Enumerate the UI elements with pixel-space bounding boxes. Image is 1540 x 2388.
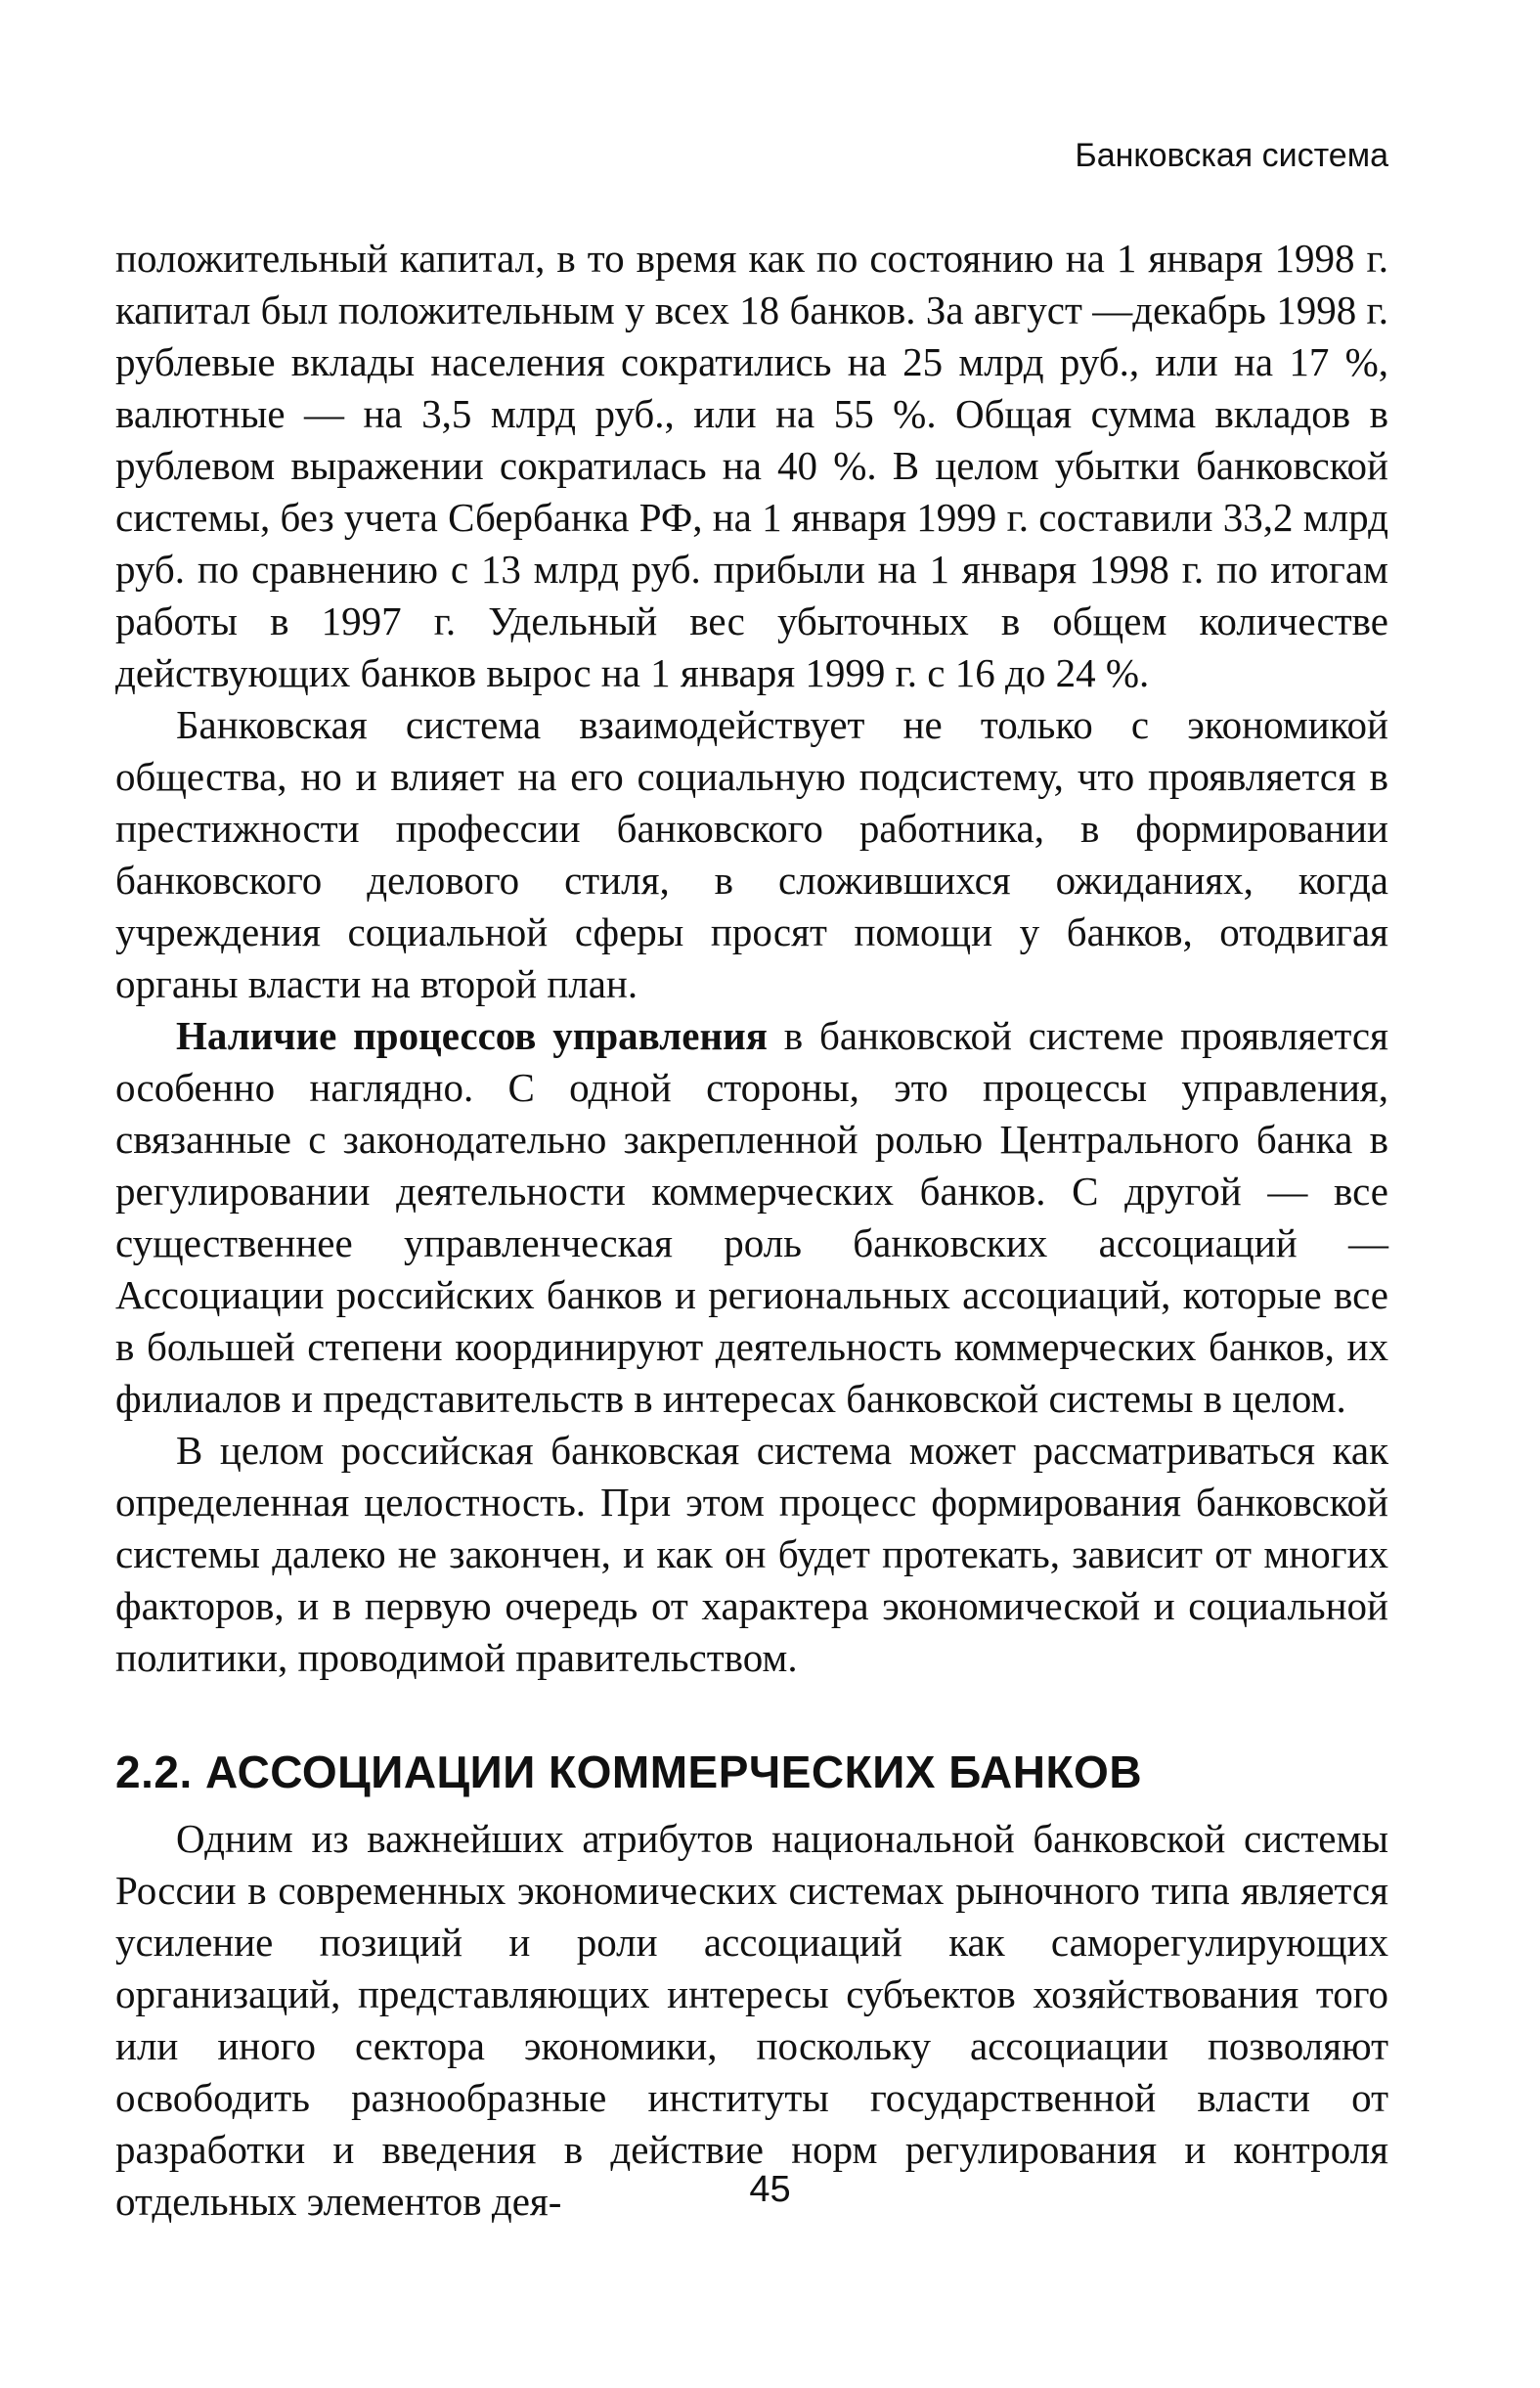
paragraph-statistics: положительный капитал, в то время как по состоянию на 1 января 1998 г. капитал был положительным у всех 18 банков. За август —декабрь 1998 г. рублевые вклады населения сократились на 25 млрд руб., или на 17 %, валютные — на 3,5 млрд руб., или на 55 %. Общая сумма вкладов в рублевом выражении сократилась на 40 %. В целом убытки банковской системы, без учета Сбербанка РФ, на 1 января 1999 г. составили 33,2 млрд руб. по сравнению с 13 млрд руб. прибыли на 1 января 1998 г. по итогам работы в 1997 г. Удельный вес убыточных в общем количестве действующих банков вырос на 1 января 1999 г. с 16 до 24 %.	[115, 236, 1388, 695]
section-heading: 2.2. АССОЦИАЦИИ КОММЕРЧЕСКИХ БАНКОВ	[115, 1747, 1143, 1797]
paragraph-conclusion: В целом российская банковская система может рассматриваться как определенная целостность. При этом процесс формирования банковской системы далеко не закончен, и как он будет протекать, зависит от многих факторов, и в первую очередь от характера экономической и социальной политики, проводимой правительством.	[115, 1428, 1388, 1680]
paragraph-associations: Одним из важнейших атрибутов национальной банковской системы России в современных экономических системах рыночного типа является усиление позиций и роли ассоциаций как саморегулирующих организаций, представляющих интересы субъектов хозяйствования того или иного сектора экономики, поскольку ассоциации позволяют освободить разнообразные институты государственной власти от разработки и введения в действие норм регулирования и контроля отдельных элементов дея-	[115, 1816, 1388, 2224]
running-header: Банковская система	[1075, 137, 1388, 174]
paragraph-social-role: Банковская система взаимодействует не только с экономикой общества, но и влияет на его социальную подсистему, что проявляется в престижности профессии банковского работника, в формировании банковского делового стиля, в сложившихся ожиданиях, когда учреждения социальной сферы просят помощи у банков, отодвигая органы власти на второй план.	[115, 702, 1388, 1006]
body-text	[115, 233, 1388, 2228]
bold-term: Наличие процессов управления	[176, 1013, 768, 1058]
page-number: 45	[749, 2169, 791, 2210]
paragraph-management	[115, 1010, 1388, 1425]
paragraph-management-text: в банковской системе проявляется особенно наглядно. С одной стороны, это процессы управления, связанные с законодательно закрепленной ролью Центрального банка в регулировании деятельности коммерческих банков. С другой — все существеннее управленческая роль банковских ассоциаций — Ассоциации российских банков и региональных ассоциаций, которые все в большей степени координируют деятельность коммерческих банков, их филиалов и представительств в интересах банковской системы в целом.	[115, 1013, 1388, 1421]
